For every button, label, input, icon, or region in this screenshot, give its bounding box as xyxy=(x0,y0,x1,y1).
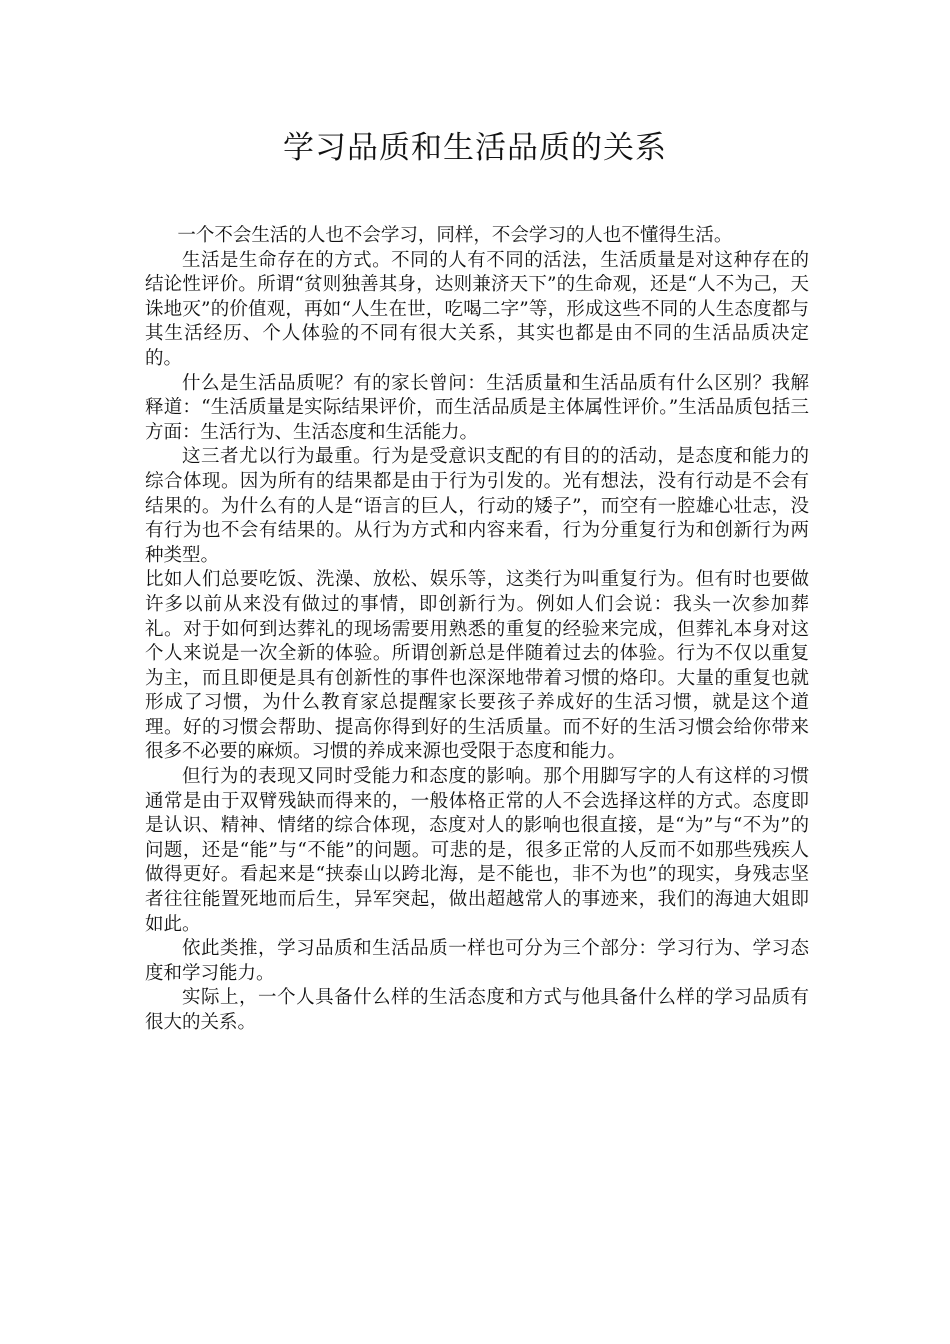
paragraph-3: 什么是生活品质呢？有的家长曾问：生活质量和生活品质有什么区别？我解释道：“生活质量是实际结果评价，而生活品质是主体属性评价。”生活品质包括三方面：生活行为、生活态度和生活能力。 xyxy=(145,372,809,443)
document-body xyxy=(145,224,809,1036)
document-title: 学习品质和生活品质的关系 xyxy=(283,130,667,166)
paragraph-2: 生活是生命存在的方式。不同的人有不同的活法，生活质量是对这种存在的结论性评价。所谓“贫则独善其身，达则兼济天下”的生命观，还是“人不为己，天诛地灭”的价值观，再如“人生在世，吃喝二字”等，形成这些不同的人生态度都与其生活经历、个人体验的不同有很大关系，其实也都是由不同的生活品质决定的。 xyxy=(145,249,809,369)
paragraph-1: 一个不会生活的人也不会学习，同样，不会学习的人也不懂得生活。 xyxy=(177,225,733,246)
paragraph-8: 实际上，一个人具备什么样的生活态度和方式与他具备什么样的学习品质有很大的关系。 xyxy=(145,987,809,1033)
paragraph-5: 比如人们总要吃饭、洗澡、放松、娱乐等，这类行为叫重复行为。但有时也要做许多以前从来没有做过的事情，即创新行为。例如人们会说：我头一次参加葬礼。对于如何到达葬礼的现场需要用熟悉的重复的经验来完成，但葬礼本身对这个人来说是一次全新的体验。所谓创新总是伴随着过去的体验。行为不仅以重复为主，而且即便是具有创新性的事件也深深地带着习惯的烙印。大量的重复也就形成了习惯，为什么教育家总提醒家长要孩子养成好的生活习惯，就是这个道理。好的习惯会帮助、提高你得到好的生活质量。而不好的生活习惯会给你带来很多不必要的麻烦。习惯的养成来源也受限于态度和能力。 xyxy=(145,569,809,763)
paragraph-6: 但行为的表现又同时受能力和态度的影响。那个用脚写字的人有这样的习惯通常是由于双臂残缺而得来的，一般体格正常的人不会选择这样的方式。态度即是认识、精神、情绪的综合体现，态度对人的影响也很直接，是“为”与“不为”的问题，还是“能”与“不能”的问题。可悲的是，很多正常的人反而不如那些残疾人做得更好。看起来是“挟泰山以跨北海，是不能也，非不为也”的现实，身残志坚者往往能置死地而后生，异军突起，做出超越常人的事迹来，我们的海迪大姐即如此。 xyxy=(145,766,809,935)
paragraph-4: 这三者尤以行为最重。行为是受意识支配的有目的的活动，是态度和能力的综合体现。因为所有的结果都是由于行为引发的。光有想法，没有行动是不会有结果的。为什么有的人是“语言的巨人，行动的矮子”，而空有一腔雄心壮志，没有行为也不会有结果的。从行为方式和内容来看，行为分重复行为和创新行为两种类型。 xyxy=(145,446,809,566)
paragraph-7: 依此类推，学习品质和生活品质一样也可分为三个部分：学习行为、学习态度和学习能力。 xyxy=(145,938,809,984)
